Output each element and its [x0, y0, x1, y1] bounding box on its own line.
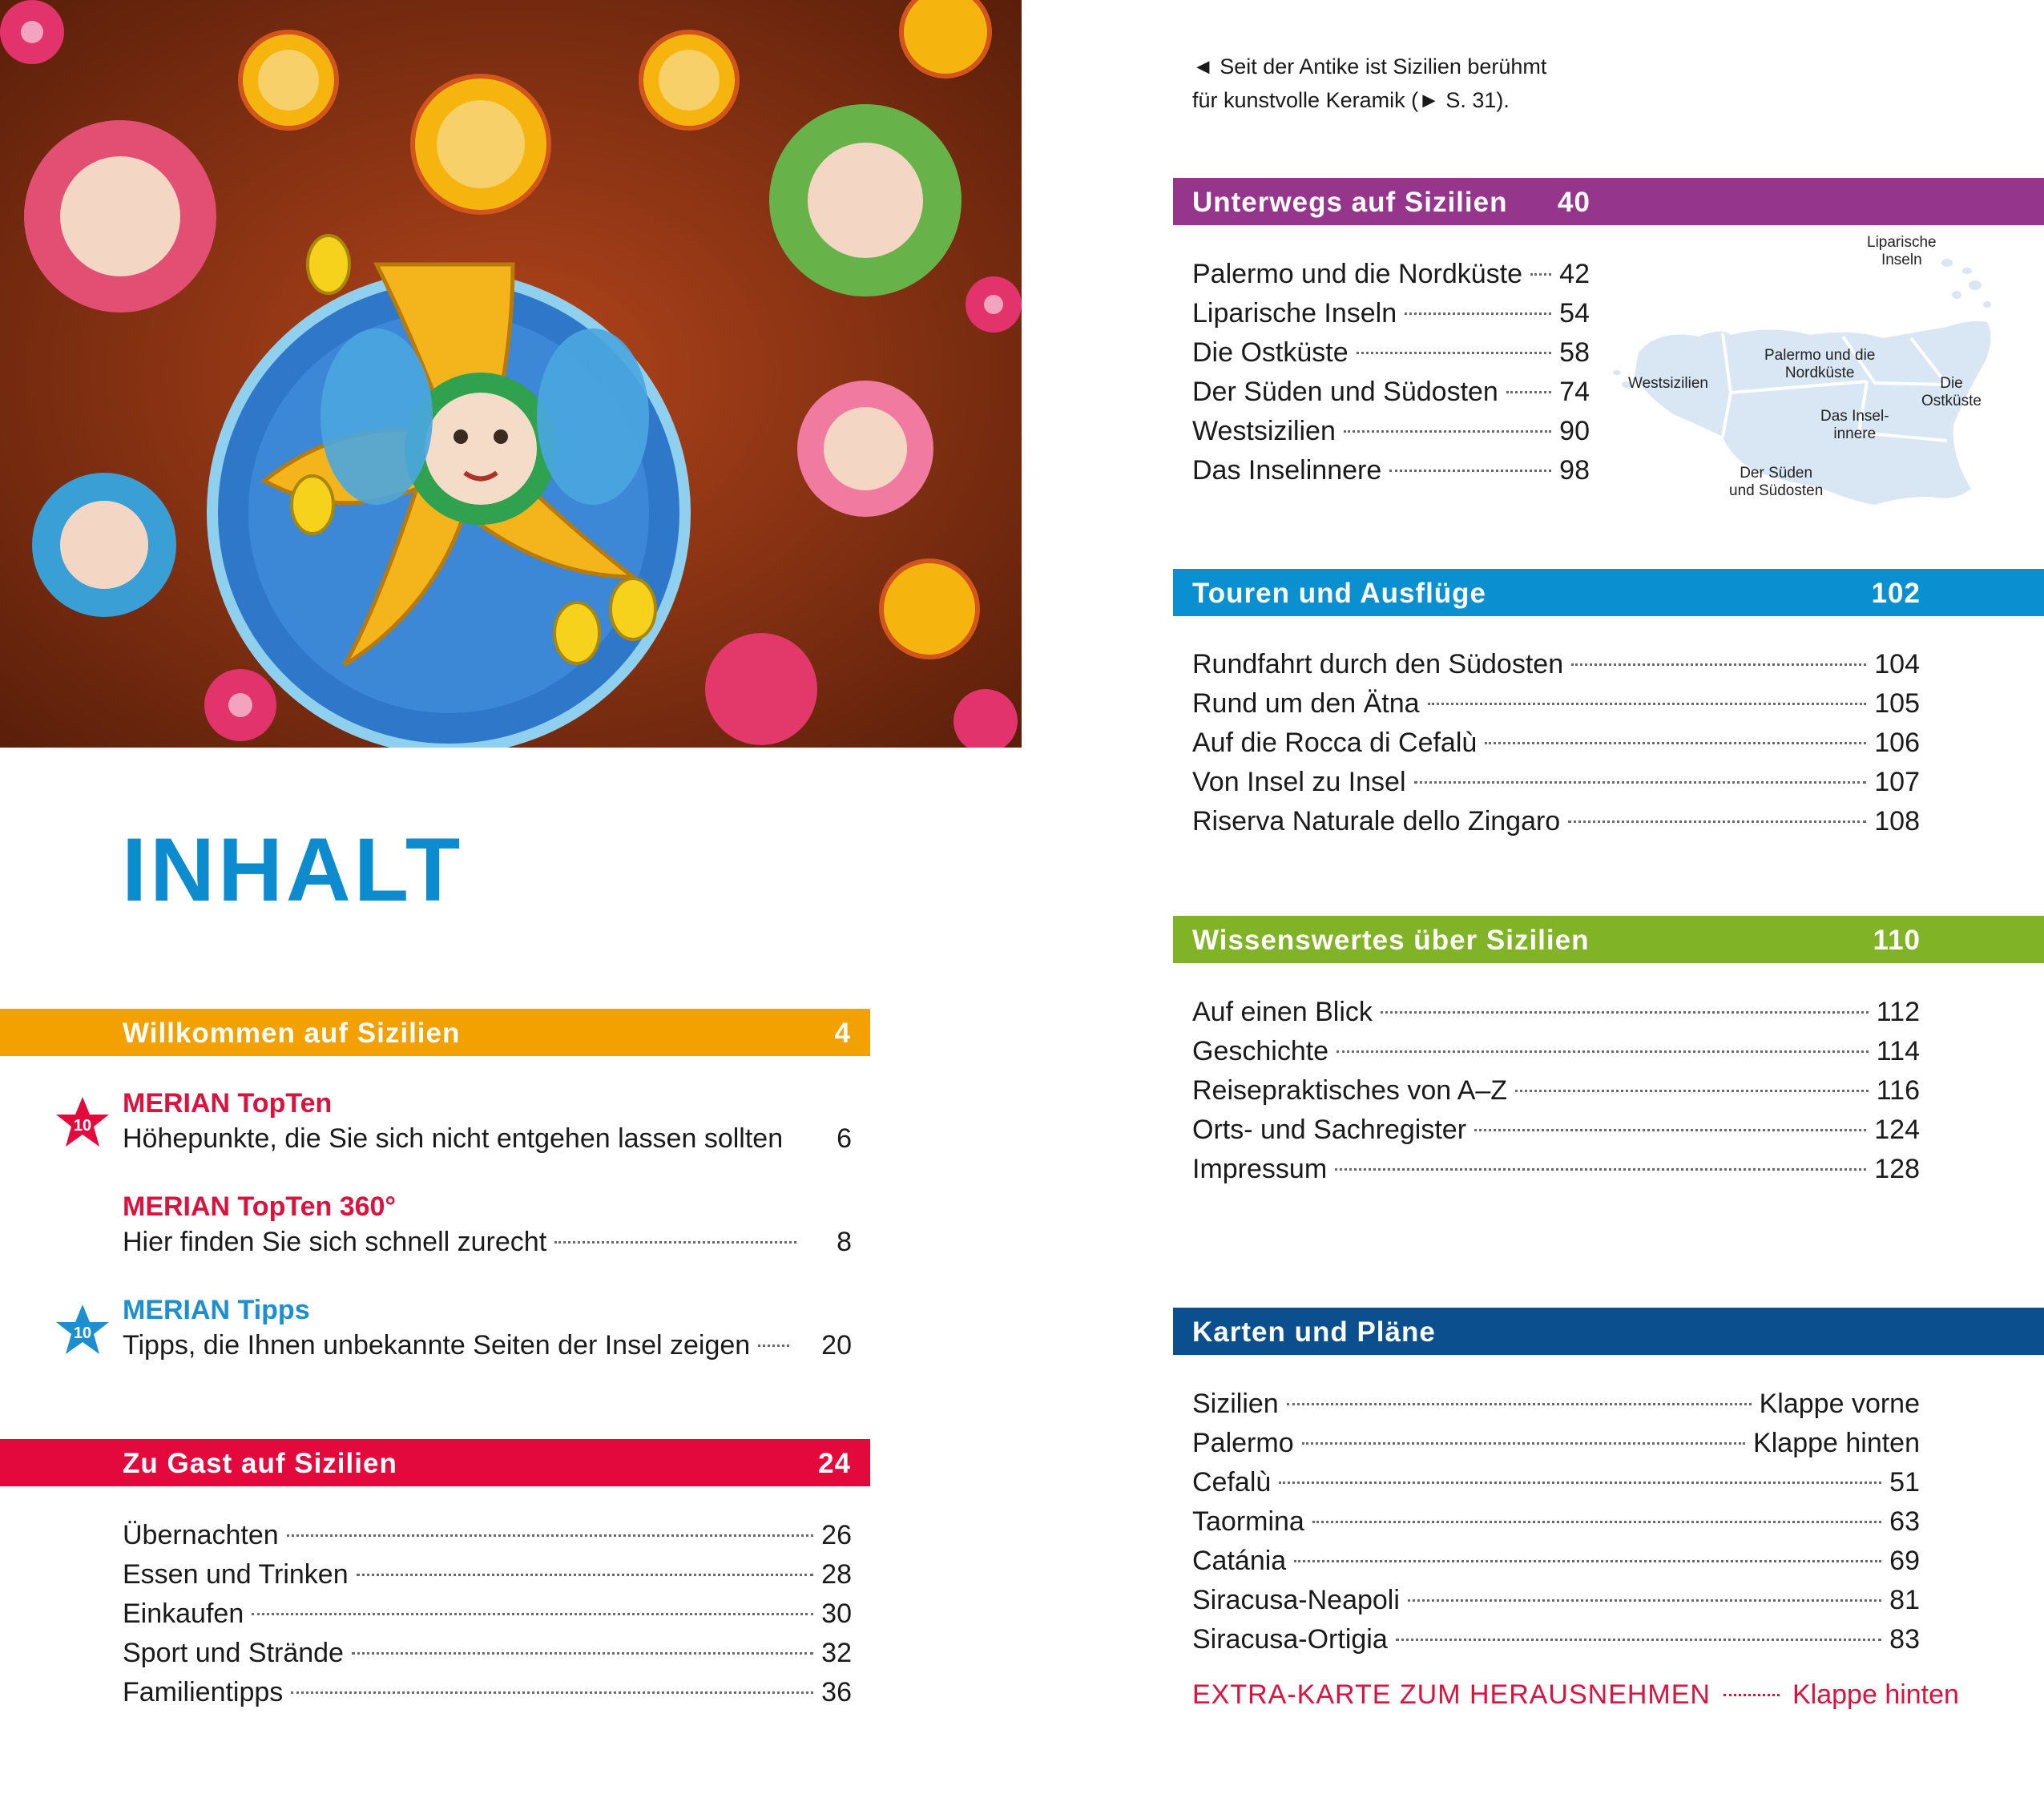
toc-dot-leader	[1279, 1482, 1881, 1484]
toc-entry-text: Westsizilien	[1192, 416, 1336, 446]
toc-entry-text: Sizilien	[1192, 1389, 1279, 1419]
toc-entry-text: Übernachten	[123, 1520, 279, 1550]
section-bar-unterwegs[interactable]	[1173, 178, 2044, 225]
toc-entry-page: 106	[1874, 728, 1920, 758]
toc-dot-leader	[287, 1534, 813, 1537]
toc-dot-leader	[1571, 663, 1866, 666]
toc-row[interactable]	[1192, 1582, 1920, 1619]
toc-entry-text: Liparische Inseln	[1192, 298, 1397, 329]
toc-dot-leader	[252, 1613, 813, 1615]
toc-entry-text: Impressum	[1192, 1154, 1328, 1184]
toc-entry-page: Klappe vorne	[1759, 1389, 1920, 1419]
section-bar-willkommen[interactable]	[0, 1009, 870, 1056]
section-page: 24	[818, 1448, 851, 1479]
toc-row[interactable]	[1192, 764, 1920, 800]
toc-row[interactable]	[123, 1556, 852, 1593]
toc-entry-page: 42	[1559, 259, 1590, 289]
toc-dot-leader	[1723, 1694, 1780, 1696]
toc-entry-text: Catánia	[1192, 1546, 1287, 1576]
toc-entry-page: 81	[1889, 1585, 1920, 1615]
toc-dot-leader	[1408, 1599, 1881, 1602]
toc-entry-page: 32	[821, 1638, 852, 1668]
toc-entry-page: Klappe hinten	[1753, 1428, 1920, 1458]
toc-entry-page: 83	[1889, 1624, 1920, 1655]
toc-entry-page: 74	[1559, 377, 1590, 407]
toc-entry-text: Orts- und Sachregister	[1192, 1115, 1467, 1145]
toc-row[interactable]	[1192, 646, 1920, 683]
toc-entry-text: Siracusa-Ortigia	[1192, 1624, 1388, 1655]
toc-entry-page: 20	[821, 1330, 852, 1361]
topten-badge-number: 10	[73, 1117, 92, 1135]
toc-dot-leader	[357, 1574, 814, 1576]
caption-line: ◄ Seit der Antike ist Sizilien berühmt	[1192, 54, 1547, 79]
toc-entry-text: Höhepunkte, die Sie sich nicht entgehen lassen sollten	[123, 1123, 784, 1154]
toc-entry-page: 69	[1889, 1546, 1920, 1576]
toc-entry-page: 107	[1874, 767, 1920, 797]
toc-row[interactable]	[1192, 1385, 1920, 1422]
toc-entry-page: 112	[1876, 997, 1920, 1027]
toc-entry-page: 51	[1889, 1467, 1920, 1498]
toc-row[interactable]	[1192, 334, 1590, 371]
section-page: 4	[834, 1018, 851, 1049]
toc-row[interactable]	[1192, 1542, 1920, 1579]
toc-entry-text: Hier finden Sie sich schnell zurecht	[123, 1227, 547, 1257]
section-title: Wissenswertes über Sizilien	[1192, 925, 1590, 956]
toc-entry-page: 116	[1876, 1075, 1920, 1106]
toc-dot-leader	[1568, 820, 1866, 823]
toc-row[interactable]	[1192, 724, 1920, 761]
toc-row[interactable]	[1192, 256, 1590, 292]
section-title: Willkommen auf Sizilien	[123, 1018, 461, 1049]
toc-dot-leader	[1485, 742, 1866, 744]
toc-entry-page: 90	[1559, 416, 1590, 446]
map-label-liparische: Liparische Inseln	[1867, 234, 1937, 268]
map-label-west: Westsizilien	[1628, 375, 1708, 392]
toc-dot-leader	[758, 1344, 789, 1347]
toc-entry-text: Der Süden und Südosten	[1192, 377, 1498, 407]
toc-dot-leader	[352, 1652, 813, 1655]
toc-entry-page: 54	[1559, 298, 1590, 329]
toc-entry-text: Siracusa-Neapoli	[1192, 1585, 1400, 1615]
toc-entry-text: Geschichte	[1192, 1036, 1329, 1066]
section-page: 110	[1873, 925, 1921, 956]
toc-dot-leader	[1294, 1560, 1881, 1562]
toc-entry-text: Reisepraktisches von A–Z	[1192, 1075, 1508, 1106]
tipps-heading: MERIAN Tipps	[123, 1295, 310, 1325]
toc-row[interactable]	[1192, 373, 1590, 410]
section-bar-zugast[interactable]	[0, 1439, 870, 1486]
toc-entry-text: Sport und Strände	[123, 1638, 344, 1668]
toc-row-tipps[interactable]	[123, 1327, 852, 1364]
toc-dot-leader	[1506, 391, 1551, 393]
toc-row[interactable]	[1192, 1464, 1920, 1501]
toc-entry-text: Familientipps	[123, 1677, 284, 1707]
toc-entry-page: 108	[1874, 806, 1920, 837]
toc-entry-text: Auf einen Blick	[1192, 997, 1373, 1027]
toc-row[interactable]	[1192, 1503, 1920, 1540]
toc-row[interactable]	[1192, 994, 1920, 1030]
toc-dot-leader	[1312, 1521, 1881, 1523]
toc-row[interactable]	[1192, 1621, 1920, 1658]
toc-row[interactable]	[1192, 1111, 1920, 1148]
toc-dot-leader	[1344, 430, 1551, 433]
toc-row[interactable]	[1192, 1033, 1920, 1070]
toc-entry-text: Essen und Trinken	[123, 1559, 349, 1590]
toc-entry-text: Cefalù	[1192, 1467, 1272, 1498]
toc-entry-text: Taormina	[1192, 1506, 1304, 1537]
toc-entry-page: 128	[1874, 1154, 1920, 1184]
toc-entry-page: 8	[837, 1227, 852, 1257]
toc-dot-leader	[1515, 1090, 1869, 1092]
toc-dot-leader	[1414, 781, 1867, 784]
extra-karte-text: EXTRA-KARTE ZUM HERAUSNEHMEN	[1192, 1679, 1711, 1710]
map-label-palermo: Palermo und die Nordküste	[1764, 347, 1876, 381]
topten360-heading: MERIAN TopTen 360°	[123, 1191, 397, 1222]
toc-dot-leader	[1389, 470, 1551, 472]
toc-row[interactable]	[1192, 295, 1590, 332]
toc-row[interactable]	[123, 1674, 852, 1711]
tipps-badge-number: 10	[73, 1324, 92, 1342]
topten-heading: MERIAN TopTen	[123, 1088, 333, 1119]
page-title: INHALT	[122, 820, 464, 920]
toc-row-topten360[interactable]	[123, 1224, 852, 1260]
map-label-sueden: Der Süden und Südosten	[1729, 465, 1824, 499]
toc-entry-text: Tipps, die Ihnen unbekannte Seiten der Insel zeigen	[123, 1330, 751, 1361]
toc-row[interactable]	[1192, 685, 1920, 722]
toc-row[interactable]	[123, 1635, 852, 1671]
toc-entry-page: 26	[821, 1520, 852, 1550]
toc-dot-leader	[1428, 703, 1867, 705]
section-title: Karten und Pläne	[1192, 1316, 1436, 1348]
toc-dot-leader	[1530, 273, 1551, 276]
toc-entry-text: Riserva Naturale dello Zingaro	[1192, 806, 1561, 837]
toc-dot-leader	[554, 1241, 796, 1244]
toc-entry-text: Rund um den Ätna	[1192, 688, 1420, 719]
toc-row[interactable]	[1192, 413, 1590, 450]
section-page: 102	[1871, 578, 1921, 609]
toc-row[interactable]	[123, 1595, 852, 1632]
toc-row[interactable]	[123, 1517, 852, 1554]
section-title: Touren und Ausflüge	[1192, 578, 1487, 609]
map-label-ost: Die Ostküste	[1921, 375, 1982, 409]
tipps-star-icon	[54, 1303, 111, 1359]
toc-dot-leader	[1396, 1639, 1881, 1641]
section-page: 40	[1558, 187, 1590, 218]
section-title: Unterwegs auf Sizilien	[1192, 187, 1508, 218]
section-title: Zu Gast auf Sizilien	[123, 1448, 397, 1479]
toc-row[interactable]	[1192, 803, 1920, 840]
toc-dot-leader	[1474, 1129, 1866, 1131]
toc-entry-page: 58	[1559, 337, 1590, 368]
toc-dot-leader	[1381, 1011, 1869, 1014]
toc-dot-leader	[1405, 312, 1551, 315]
toc-dot-leader	[1336, 1050, 1869, 1053]
toc-entry-page: 28	[821, 1559, 852, 1590]
caption-line: für kunstvolle Keramik (► S. 31).	[1192, 88, 1510, 112]
sicilian-ceramics-illustration	[0, 0, 1022, 748]
toc-dot-leader	[291, 1691, 813, 1694]
extra-karte-page: Klappe hinten	[1792, 1679, 1959, 1710]
toc-entry-page: 105	[1874, 688, 1920, 719]
toc-entry-page: 30	[821, 1598, 852, 1629]
toc-entry-page: 124	[1874, 1115, 1920, 1145]
toc-entry-text: Palermo und die Nordküste	[1192, 259, 1523, 289]
photo-caption	[1192, 50, 1546, 117]
toc-entry-page: 63	[1889, 1506, 1920, 1537]
toc-entry-text: Palermo	[1192, 1428, 1294, 1458]
toc-dot-leader	[1335, 1168, 1866, 1171]
toc-entry-page: 36	[821, 1677, 852, 1707]
toc-entry-text: Auf die Rocca di Cefalù	[1192, 728, 1478, 758]
section-bar-wissen[interactable]	[1173, 916, 2044, 963]
toc-entry-text: Die Ostküste	[1192, 337, 1349, 368]
section-bar-karten[interactable]	[1173, 1308, 2044, 1355]
section-bar-touren[interactable]	[1173, 569, 2044, 616]
toc-entry-page: 6	[837, 1123, 852, 1154]
ceramic-photo	[0, 0, 1022, 748]
toc-entry-text: Das Inselinnere	[1192, 455, 1382, 486]
topten-star-icon	[54, 1095, 111, 1151]
toc-dot-leader	[1302, 1442, 1745, 1445]
toc-entry-page: 98	[1559, 455, 1590, 486]
toc-entry-page: 114	[1876, 1036, 1920, 1066]
toc-row-topten[interactable]	[123, 1120, 852, 1157]
toc-row[interactable]	[1192, 1151, 1920, 1187]
toc-row[interactable]	[1192, 1425, 1920, 1461]
toc-dot-leader	[1357, 352, 1552, 354]
toc-entry-text: Von Insel zu Insel	[1192, 767, 1406, 797]
toc-row-extra-karte[interactable]	[1192, 1676, 1959, 1713]
toc-dot-leader	[1287, 1403, 1752, 1405]
toc-entry-text: Einkaufen	[123, 1598, 244, 1629]
sicily-region-map	[1611, 232, 2011, 553]
toc-entry-text: Rundfahrt durch den Südosten	[1192, 649, 1564, 679]
map-label-inselinnere: Das Insel- innere	[1820, 408, 1889, 442]
toc-entry-page: 104	[1874, 649, 1920, 679]
toc-row[interactable]	[1192, 1072, 1920, 1109]
toc-row[interactable]	[1192, 452, 1590, 489]
